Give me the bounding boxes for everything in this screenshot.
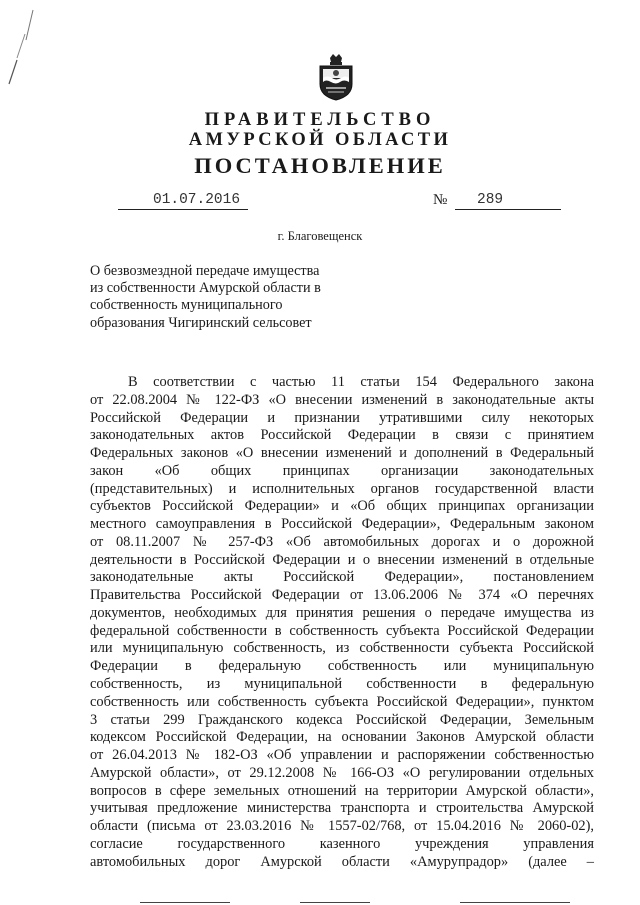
body-line: Российской Федерации и признании утратившими силу некоторых <box>90 409 594 426</box>
subject-line: О безвозмездной передаче имущества <box>90 263 320 279</box>
body-line: деятельности в Российской Федерации и о внесении изменений в отдельные <box>90 551 594 568</box>
subject-line: из собственности Амурской области в <box>90 280 321 297</box>
government-title: ПРАВИТЕЛЬСТВО <box>204 110 436 130</box>
amur-region-coat-of-arms-icon <box>314 52 358 102</box>
margin-pen-mark <box>0 0 40 90</box>
body-line: В соответствии с частью 11 статьи 154 Федерального закона <box>128 374 594 390</box>
date-underline <box>118 209 248 210</box>
bottom-edge-mark <box>140 902 230 903</box>
body-line: или муниципальную собственность, из собственности субъекта Российской <box>90 640 594 657</box>
body-line: Федеральных законов «О внесении изменений и дополнений в Федеральный <box>90 445 594 462</box>
bottom-edge-mark <box>460 902 570 903</box>
body-line: автомобильных дорог Амурской области «Амурупрадор» (далее – <box>90 853 594 870</box>
bottom-edge-mark <box>300 902 370 903</box>
body-line: закон «Об общих принципах организации законодательных <box>90 462 594 479</box>
body-line: законодательных актов Российской Федерации в связи с принятием <box>90 427 594 444</box>
decree-subject <box>90 263 370 332</box>
body-line: учитывая предложение министерства транспорта и строительства Амурской <box>90 800 594 817</box>
body-line: от 26.04.2013 № 182-ОЗ «Об управлении и распоряжении собственностью <box>90 747 594 764</box>
body-line: (представительных) и исполнительных органов государственной власти <box>90 480 594 497</box>
body-line: Федерации в федеральную собственность или муниципальную <box>90 658 594 675</box>
body-line: субъектов Российской Федерации» и «Об общих принципах организации <box>90 498 594 515</box>
number-underline <box>455 209 561 210</box>
body-line: Амурской области», от 29.12.2008 № 166-ОЗ «О регулировании отдельных <box>90 764 594 781</box>
number-label: № <box>433 192 448 208</box>
body-line: от 22.08.2004 № 122-ФЗ «О внесении изменений в законодательные акты <box>90 391 594 408</box>
body-line: 3 статьи 299 Гражданского кодекса Российской Федерации, Земельным <box>90 711 594 728</box>
body-line: собственность, из муниципальной собственности в федеральную <box>90 676 594 693</box>
document-number: 289 <box>477 192 504 208</box>
body-line: кодексом Российской Федерации, на основании Законов Амурской области <box>90 729 594 746</box>
body-line: местного самоуправления в Российской Федерации», Федеральным законом <box>90 516 594 533</box>
body-line: документов, необходимых для принятия решения о передаче имущества из <box>90 604 594 621</box>
body-line: от 08.11.2007 № 257-ФЗ «Об автомобильных дорогах и о дорожной <box>90 533 594 550</box>
body-line: собственность или собственность субъекта Российской Федерации», пунктом <box>90 693 594 710</box>
body-line: области (письма от 23.03.2016 № 1557-02/768, от 15.04.2016 № 2060-02), <box>90 818 594 835</box>
subject-line: образования Чигиринский сельсовет <box>90 314 312 331</box>
region-title: АМУРСКОЙ ОБЛАСТИ <box>188 130 452 150</box>
body-line: федеральной собственности в собственность субъекта Российской Федерации <box>90 622 594 639</box>
document-type-title: ПОСТАНОВЛЕНИЕ <box>194 153 446 178</box>
body-line: вопросов в сфере земельных отношений на территории Амурской области», <box>90 782 594 799</box>
subject-line: собственность муниципального <box>90 297 283 314</box>
issue-city: г. Благовещенск <box>277 229 363 243</box>
body-line: согласие государственного казенного учреждения управления <box>90 835 594 852</box>
document-date: 01.07.2016 <box>153 192 241 208</box>
body-line: Правительства Российской Федерации от 13.06.2006 № 374 «О перечнях <box>90 587 594 604</box>
body-line: законодательные акты Российской Федерации», постановлением <box>90 569 594 586</box>
decree-body <box>90 374 594 871</box>
